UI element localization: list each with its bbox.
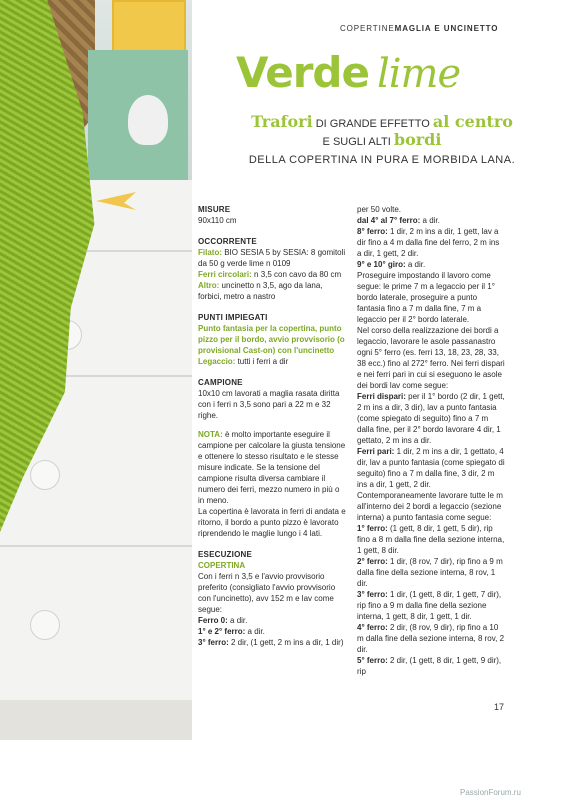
misure-text: 90x110 cm (198, 216, 237, 225)
ferro3-line (198, 637, 346, 648)
nota-text: è molto importante eseguire il campione per calcolare la giusta tensione e ottenere lo stesso risultato e le stesse misure indicate. Se la tensione del campione risulta diversa cambiare il numero dei ferri, mezzo numero in più o in meno. (198, 430, 346, 505)
text-column-1 (198, 204, 346, 648)
row3-label: 3° ferro: (357, 590, 388, 599)
campione-text: 10x10 cm lavorati a maglia rasata diritta con i ferri n 3,5 sono pari a 22 m e 32 righe. (198, 389, 340, 420)
altro-line (198, 280, 346, 302)
row3-text: 1 dir, (1 gett, 8 dir, 1 gett, 7 dir), rip fino a 9 m dalla fine della sezione interna, 1 gett, 8 dir, 1 gett, 1 dir. (357, 590, 502, 621)
floor (0, 700, 192, 740)
subtitle-line3: DELLA COPERTINA IN PURA E MORBIDA LANA. (248, 154, 516, 166)
heading-esecuzione: ESECUZIONE (198, 550, 253, 559)
row5-label: 5° ferro: (357, 656, 388, 665)
paragraph-1: Proseguire impostando il lavoro come segue: le prime 7 m a legaccio per il 1° bordo laterale, proseguire a punto fantasia fino a 7 m dalla fine, 7 m a legaccio per il 2° bordo laterale. (357, 271, 495, 324)
subtitle-text1: DI GRANDE EFFETTO (312, 118, 433, 130)
filato-label: Filato: (198, 248, 222, 257)
row2-text: 1 dir, (8 rov, 7 dir), rip fino a 9 m dalla fine della sezione interna, 8 rov, 1 dir. (357, 557, 503, 588)
legaccio-line (198, 356, 346, 367)
ferro12-line (198, 626, 346, 637)
subtitle (232, 114, 532, 168)
altro-label: Altro: (198, 281, 220, 290)
cover-photo (0, 0, 192, 740)
paragraph-3: Contemporaneamente lavorare tutte le m all'interno dei 2 bordi a legaccio (sezione interna) a punto fantasia come segue: (357, 491, 503, 522)
ferro3-label: 3° ferro: (198, 638, 229, 647)
heading-campione: CAMPIONE (198, 378, 243, 387)
ferro0-label: Ferro 0: (198, 616, 228, 625)
ferri-pari-text: 1 dir, 2 m ins a dir, 1 gettato, 4 dir, lav a punto fantasia (come spiegato di seguito) fino a 7 m dalla fine, 3 dir, 2 m ins a dir, 1 gett, 2 dir. (357, 447, 505, 489)
ferro0-text: a dir. (227, 616, 248, 625)
ferri-pari-line (357, 446, 505, 490)
row3-line (357, 589, 505, 622)
punti-text: Punto fantasia per la copertina, punto pizzo per il bordo, avvio provvisorio (o provisional Cast-on) con l'uncinetto (198, 324, 345, 355)
page-number: 17 (494, 702, 505, 712)
ferro8-label: 8° ferro: (357, 227, 388, 236)
legaccio-label: Legaccio: (198, 357, 236, 366)
text-column-2 (357, 204, 505, 677)
drawer-knob (30, 460, 60, 490)
giro910-label: 9° e 10° giro: (357, 260, 406, 269)
ferro0-line (198, 615, 346, 626)
ferri47-label: dal 4° al 7° ferro: (357, 216, 421, 225)
drawer-line (0, 545, 192, 547)
page-title (236, 48, 460, 97)
row5-text: 2 dir, (1 gett, 8 dir, 1 gett, 9 dir), rip (357, 656, 502, 676)
ferro8-line (357, 226, 505, 259)
watermark: PassionForum.ru (460, 788, 521, 797)
nota2-text: La copertina è lavorata in ferri di andata e ritorno, il bordo a punto pizzo è lavorato riprendendo le maglie lungo i 4 lati. (198, 507, 346, 538)
section-header (340, 24, 548, 33)
row4-text: 2 dir, (8 rov, 9 dir), rip fino a 10 m dalla fine della sezione interna, 8 rov, 2 dir. (357, 623, 505, 654)
paragraph-2: Nel corso della realizzazione dei bordi a legaccio, lavorare le asole passanastro ogni 5° ferro (es. ferri 13, 18, 23, 28, 33, 38 ecc.) fino al 272° ferro. Nei ferri dispari e nei ferri pari in cui si eseguono le asole dei bordi lav come segue: (357, 326, 505, 390)
row2-line (357, 556, 505, 589)
ferri-dispari-text: per il 1° bordo (2 dir, 1 gett, 2 m ins a dir, 3 dir), lav a punto fantasia (come spiegato di seguito) fino a 7 m dalla fine, per il 2° bordo lavorare 4 dir, 1 gettato, 2 m ins a dir. (357, 392, 505, 445)
row1-text: (1 gett, 8 dir, 1 gett, 5 dir), rip fino a 8 m dalla fine della sezione interna, 1 gett, 8 dir. (357, 524, 505, 555)
ferro12-text: a dir. (245, 627, 265, 636)
ferro3-text: 2 dir, (1 gett, 2 m ins a dir, 1 dir) (228, 638, 344, 647)
ferri-dispari-line (357, 391, 505, 446)
row4-label: 4° ferro: (357, 623, 388, 632)
ferri-text: n 3,5 con cavo da 80 cm (251, 270, 342, 279)
row2-label: 2° ferro: (357, 557, 388, 566)
header-rest: MAGLIA E UNCINETTO (394, 24, 499, 33)
ferro12-label: 1° e 2° ferro: (198, 627, 246, 636)
subtitle-word2: al centro (432, 112, 513, 131)
copertina-text: Con i ferri n 3,5 e l'avvio provvisorio preferito (consigliato l'avvio provvisorio con l'uncinetto), avv 152 m e lav come segue: (198, 572, 336, 614)
row1-line (357, 523, 505, 556)
subtitle-text2: E SUGLI ALTI (322, 136, 394, 148)
ferri-pari-label: Ferri pari: (357, 447, 395, 456)
filato-text: BIO SESIA 5 by SESIA: 8 gomitoli da 50 g verde lime n 0109 (198, 248, 346, 268)
header-prefix: COPERTINE (340, 24, 395, 33)
subtitle-line1 (232, 114, 532, 132)
ferri47-line (357, 215, 505, 226)
giro910-text: a dir. (405, 260, 426, 269)
drawer-knob (30, 610, 60, 640)
heading-punti: PUNTI IMPIEGATI (198, 313, 268, 322)
title-script: lime (376, 51, 461, 97)
ferri-line (198, 269, 346, 280)
heading-occorrente: OCCORRENTE (198, 237, 257, 246)
row4-line (357, 622, 505, 655)
subtitle-word1: Trafori (251, 112, 313, 131)
giro910-line (357, 259, 505, 270)
ferri-dispari-label: Ferri dispari: (357, 392, 406, 401)
title-main: Verde (236, 48, 369, 97)
ferri-label: Ferri circolari: (198, 270, 252, 279)
heading-copertina: COPERTINA (198, 561, 246, 570)
nota-line (198, 429, 346, 506)
ferro8-text: 1 dir, 2 m ins a dir, 1 gett, lav a dir fino a 4 m dalla fine del ferro, 2 m ins a dir, 1 gett, 2 dir. (357, 227, 500, 258)
subtitle-line2 (232, 132, 532, 150)
row5-line (357, 655, 505, 677)
heading-misure: MISURE (198, 205, 231, 214)
row1-label: 1° ferro: (357, 524, 388, 533)
filato-line (198, 247, 346, 269)
bunny-illustration (128, 95, 168, 145)
legaccio-text: tutti i ferri a dir (235, 357, 289, 366)
altro-text: uncinetto n 3,5, ago da lana, forbici, metro a nastro (198, 281, 323, 301)
col2-continuation: per 50 volte. (357, 205, 402, 214)
subtitle-word3: bordi (393, 130, 442, 149)
nota-label: NOTA: (198, 430, 223, 439)
ferri47-text: a dir. (420, 216, 440, 225)
